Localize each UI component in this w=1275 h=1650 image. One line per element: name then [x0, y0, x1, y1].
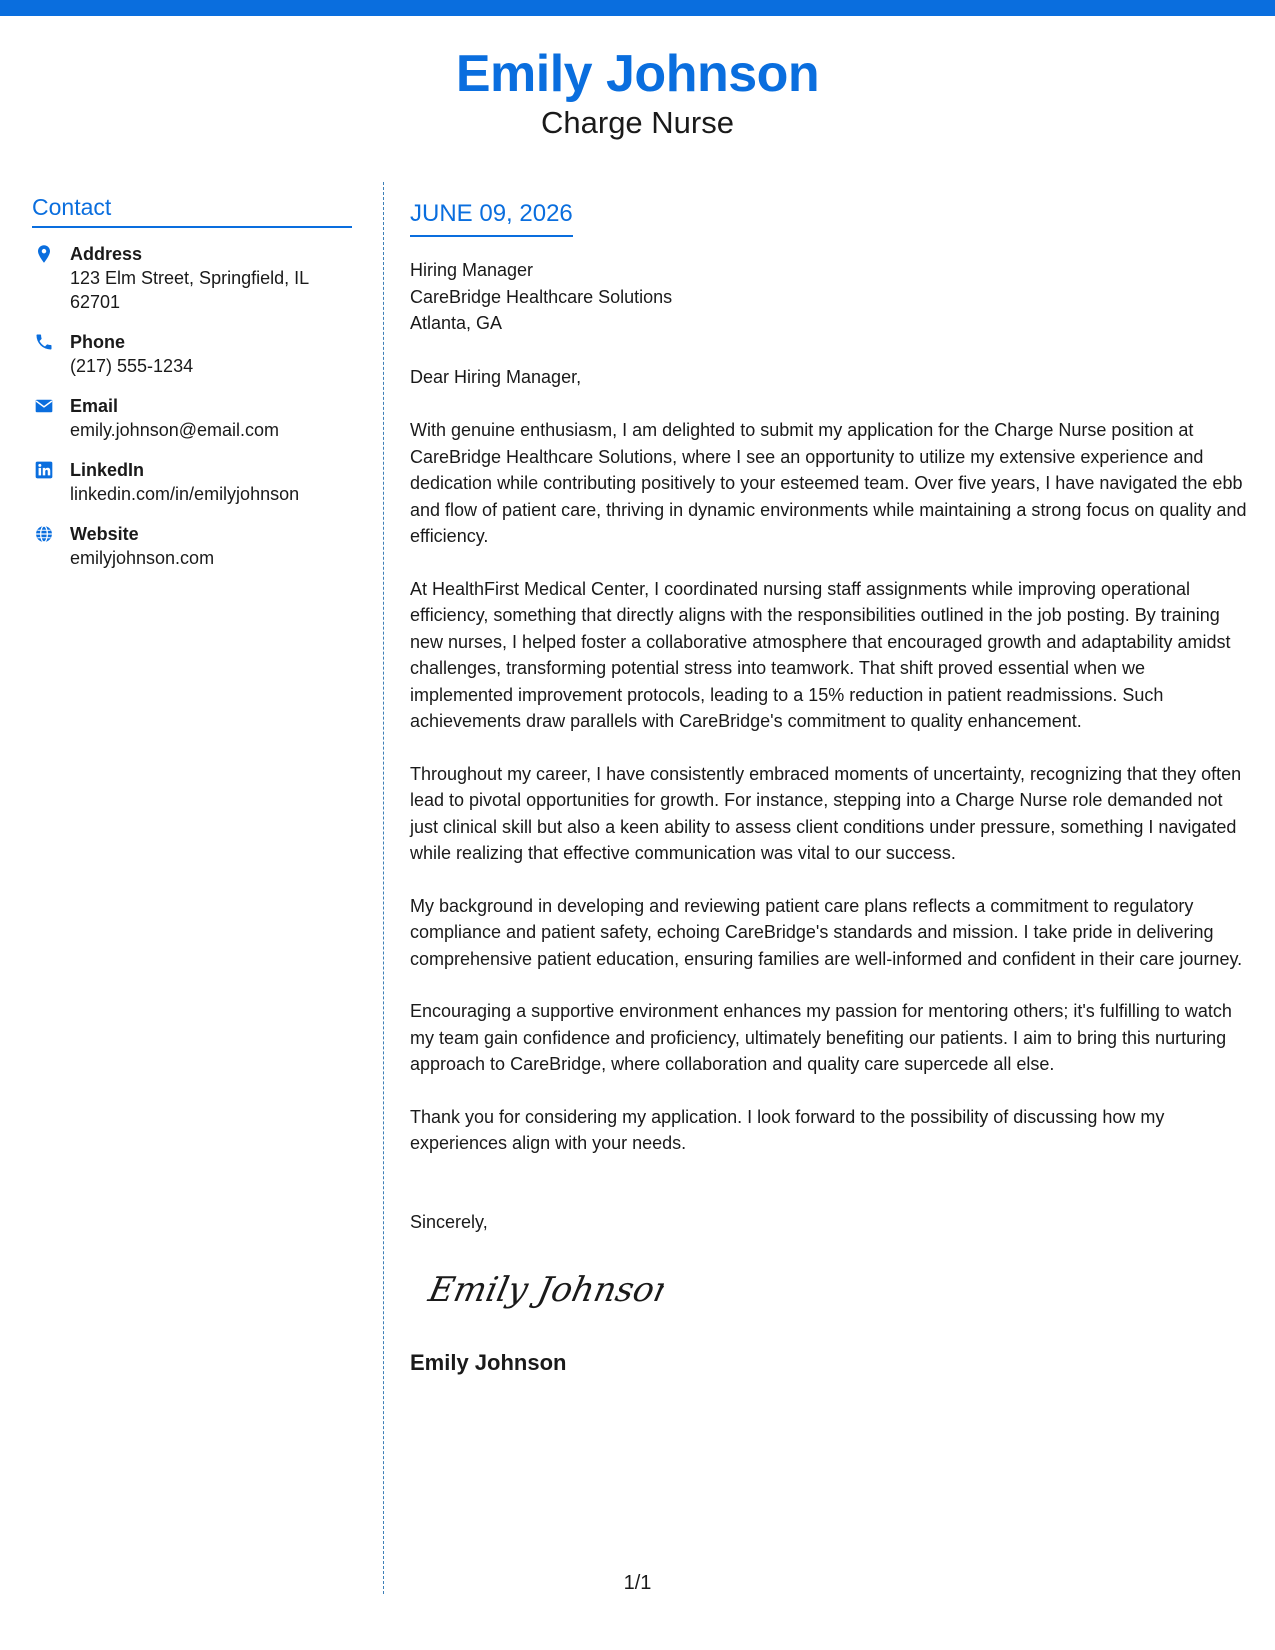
contact-item-email — [32, 394, 352, 442]
contact-value: (217) 555-1234 — [70, 356, 194, 376]
column-divider — [383, 182, 384, 1594]
contact-item-address — [32, 242, 352, 314]
contact-value: 123 Elm Street, Springfield, IL 62701 — [70, 268, 309, 312]
letter-paragraph: At HealthFirst Medical Center, I coordinated nursing staff assignments while improving operational efficiency, something that directly aligns with the responsibilities outlined in the job posting. By training new nurses, I helped foster a collaborative atmosphere that encouraged growth and adaptability amidst challenges, transforming potential stress into teamwork. That shift proved essential when we implemented improvement protocols, leading to a 15% reduction in patient readmissions. Such achievements draw parallels with CareBridge's commitment to quality enhancement. — [410, 578, 1231, 731]
globe-icon — [34, 524, 54, 544]
page-number: 1/1 — [623, 1572, 652, 1594]
contact-label: Email — [70, 396, 119, 416]
letter-paragraph: My background in developing and reviewing patient care plans reflects a commitment to regulatory compliance and patient safety, echoing CareBridge's standards and mission. I take pride in delivering comprehensive patient education, ensuring families are well-informed and confident in their care journey. — [410, 895, 1243, 969]
letter-paragraph: Thank you for considering my application. I look forward to the possibility of discussing how my experiences align with your needs. — [410, 1106, 1165, 1153]
letter-greeting: Dear Hiring Manager, — [410, 366, 582, 387]
top-accent-bar — [0, 0, 1275, 16]
handwritten-signature — [424, 1259, 664, 1319]
contact-value: emily.johnson@email.com — [70, 420, 280, 440]
applicant-job-title: Charge Nurse — [541, 105, 734, 140]
letter-paragraph: Throughout my career, I have consistently embraced moments of uncertainty, recognizing that they often lead to pivotal opportunities for growth. For instance, stepping into a Charge Nurse role demanded not just clinical skill but also a keen ability to assess client conditions under pressure, something I navigated while realizing that effective communication was vital to our success. — [410, 763, 1242, 863]
linkedin-icon — [34, 460, 54, 480]
signature-text: Emily Johnson — [425, 1270, 664, 1310]
recipient-line: Atlanta, GA — [410, 313, 503, 333]
letter-paragraph: With genuine enthusiasm, I am delighted to submit my application for the Charge Nurse position at CareBridge Healthcare Solutions, where I see an opportunity to utilize my extensive experience and dedication while contributing positively to your esteemed team. Over five years, I have navigated the ebb and flow of patient care, thriving in dynamic environments while maintaining a strong focus on quality and efficiency. — [410, 420, 1247, 546]
phone-icon — [34, 332, 54, 352]
recipient-line: CareBridge Healthcare Solutions — [410, 286, 673, 307]
contact-value: linkedin.com/in/emilyjohnson — [70, 484, 300, 504]
contact-label: Phone — [70, 332, 126, 352]
letter-body — [410, 199, 1250, 1377]
letter-paragraph: Encouraging a supportive environment enhances my passion for mentoring others; it's fulfilling to watch my team gain confidence and proficiency, ultimately benefiting our patients. I aim to bring this nurturing approach to CareBridge, where collaboration and quality care supercede all else. — [410, 1001, 1232, 1074]
contact-label: Website — [70, 524, 139, 544]
contact-value: emilyjohnson.com — [70, 548, 215, 568]
recipient-block — [410, 257, 1250, 337]
location-pin-icon — [34, 244, 54, 264]
contact-heading: Contact — [32, 194, 352, 228]
contact-sidebar — [32, 194, 352, 586]
letter-header — [0, 42, 1275, 142]
contact-label: LinkedIn — [70, 460, 145, 480]
letter-closing: Sincerely, — [410, 1211, 488, 1232]
contact-item-website — [32, 522, 352, 570]
applicant-name: Emily Johnson — [455, 45, 820, 103]
letter-date: JUNE 09, 2026 — [410, 199, 573, 237]
contact-item-phone — [32, 330, 352, 378]
contact-item-linkedin — [32, 458, 352, 506]
envelope-icon — [34, 396, 54, 416]
contact-label: Address — [70, 244, 143, 264]
signer-name: Emily Johnson — [410, 1349, 567, 1375]
recipient-line: Hiring Manager — [410, 260, 534, 280]
